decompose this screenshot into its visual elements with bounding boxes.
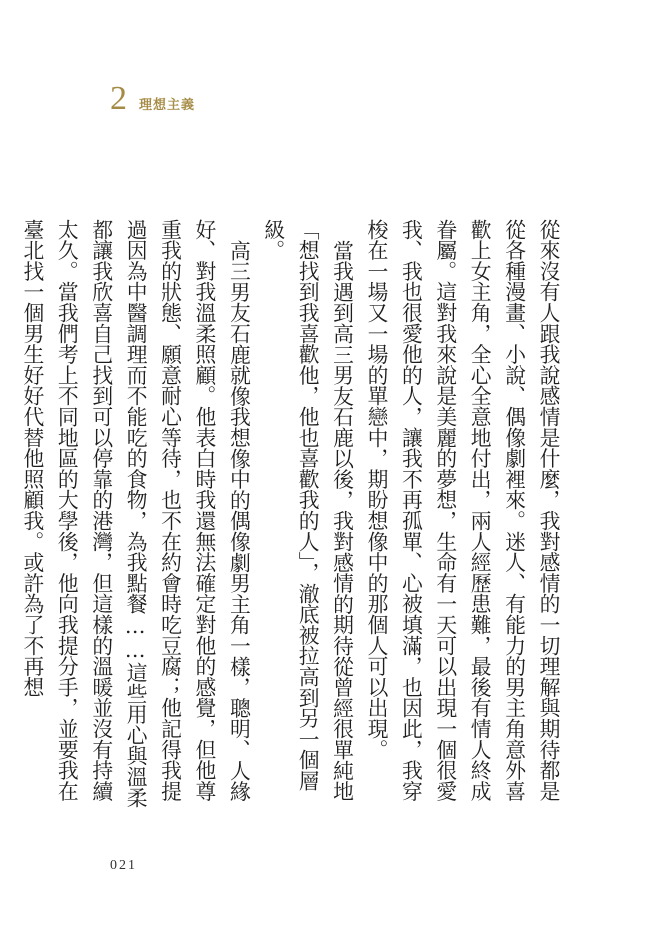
chapter-title: 理想主義 <box>139 98 196 113</box>
body-text <box>19 219 565 811</box>
chapter-number: 2 <box>110 80 127 117</box>
chapter-header <box>110 82 195 116</box>
paragraph: 當我遇到高三男友石鹿以後，我對感情的期待從曾經很單純地「想找到我喜歡他，他也喜歡我的人」，澈底被拉高到另一個層級。 <box>260 219 354 802</box>
page-number: 021 <box>110 858 137 873</box>
paragraph: 從來沒有人跟我說感情是什麼，我對感情的一切理解與期待都是從各種漫畫、小說、偶像劇裡來。迷人、有能力的男主角意外喜歡上女主角，全心全意地付出，兩人經歷患難，最後有情人終成眷屬。這對我來說是美麗的夢想，生命有一天可以出現一個很愛我、我也很愛他的人，讓我不再孤單、心被填滿，也因此，我穿梭在一場又一場的單戀中，期盼想像中的那個人可以出現。 <box>363 219 560 802</box>
paragraph: 高三男友石鹿就像我想像中的偶像劇男主角一樣，聰明、人緣好、對我溫柔照顧。他表白時我還無法確定對他的感覺，但他尊重我的狀態、願意耐心等待，也不在約會時吃豆腐；他記得我提過因為中醫調理而不能吃的食物，為我點餐……這些用心與溫柔都讓我欣喜自己找到可以停靠的港灣，但這樣的溫暖並沒有持續太久。當我們考上不同地區的大學後，他向我提分手，並要我在臺北找一個男生好好代替他照顧我。或許為了不再想 <box>19 219 251 808</box>
